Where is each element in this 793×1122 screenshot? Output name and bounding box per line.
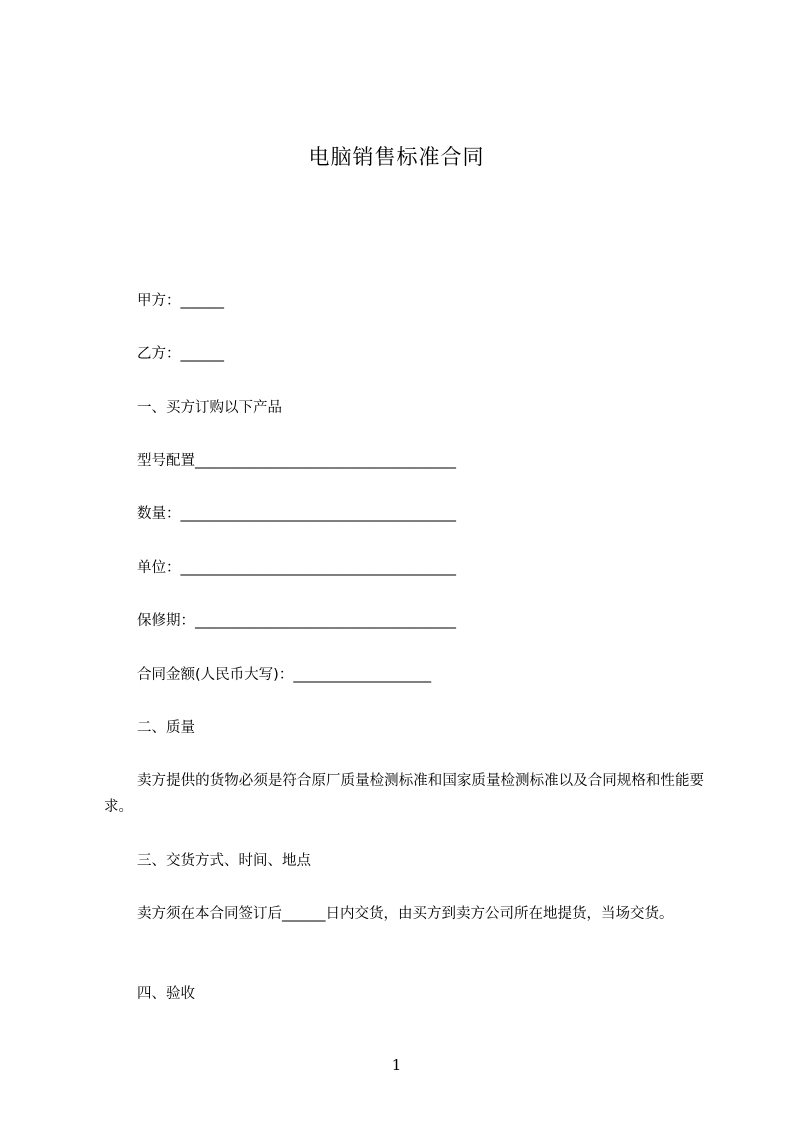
section-1-heading: 一、买方订购以下产品 bbox=[137, 400, 282, 416]
party-b-line: 乙方：______ bbox=[137, 346, 224, 362]
warranty-line: 保修期：____________________________________ bbox=[137, 613, 456, 629]
document-title: 电脑销售标准合同 bbox=[308, 145, 485, 169]
contract-amount-line: 合同金额(人民币大写)：___________________ bbox=[137, 667, 432, 683]
page-number: 1 bbox=[391, 1056, 402, 1074]
unit-line: 单位：______________________________________ bbox=[137, 560, 456, 576]
delivery-paragraph: 卖方须在本合同签订后______日内交货，由买方到卖方公司所在地提货，当场交货。 bbox=[137, 906, 674, 922]
section-2-heading: 二、质量 bbox=[137, 720, 195, 736]
quantity-line: 数量：______________________________________ bbox=[137, 506, 456, 522]
section-3-heading: 三、交货方式、时间、地点 bbox=[137, 853, 311, 869]
party-a-line: 甲方：______ bbox=[137, 293, 224, 309]
quality-paragraph: 卖方提供的货物必须是符合原厂质量检测标准和国家质量检测标准以及合同规格和性能要求。 bbox=[104, 773, 704, 815]
section-4-heading: 四、验收 bbox=[137, 986, 195, 1002]
model-config-line: 型号配置____________________________________ bbox=[137, 453, 456, 469]
